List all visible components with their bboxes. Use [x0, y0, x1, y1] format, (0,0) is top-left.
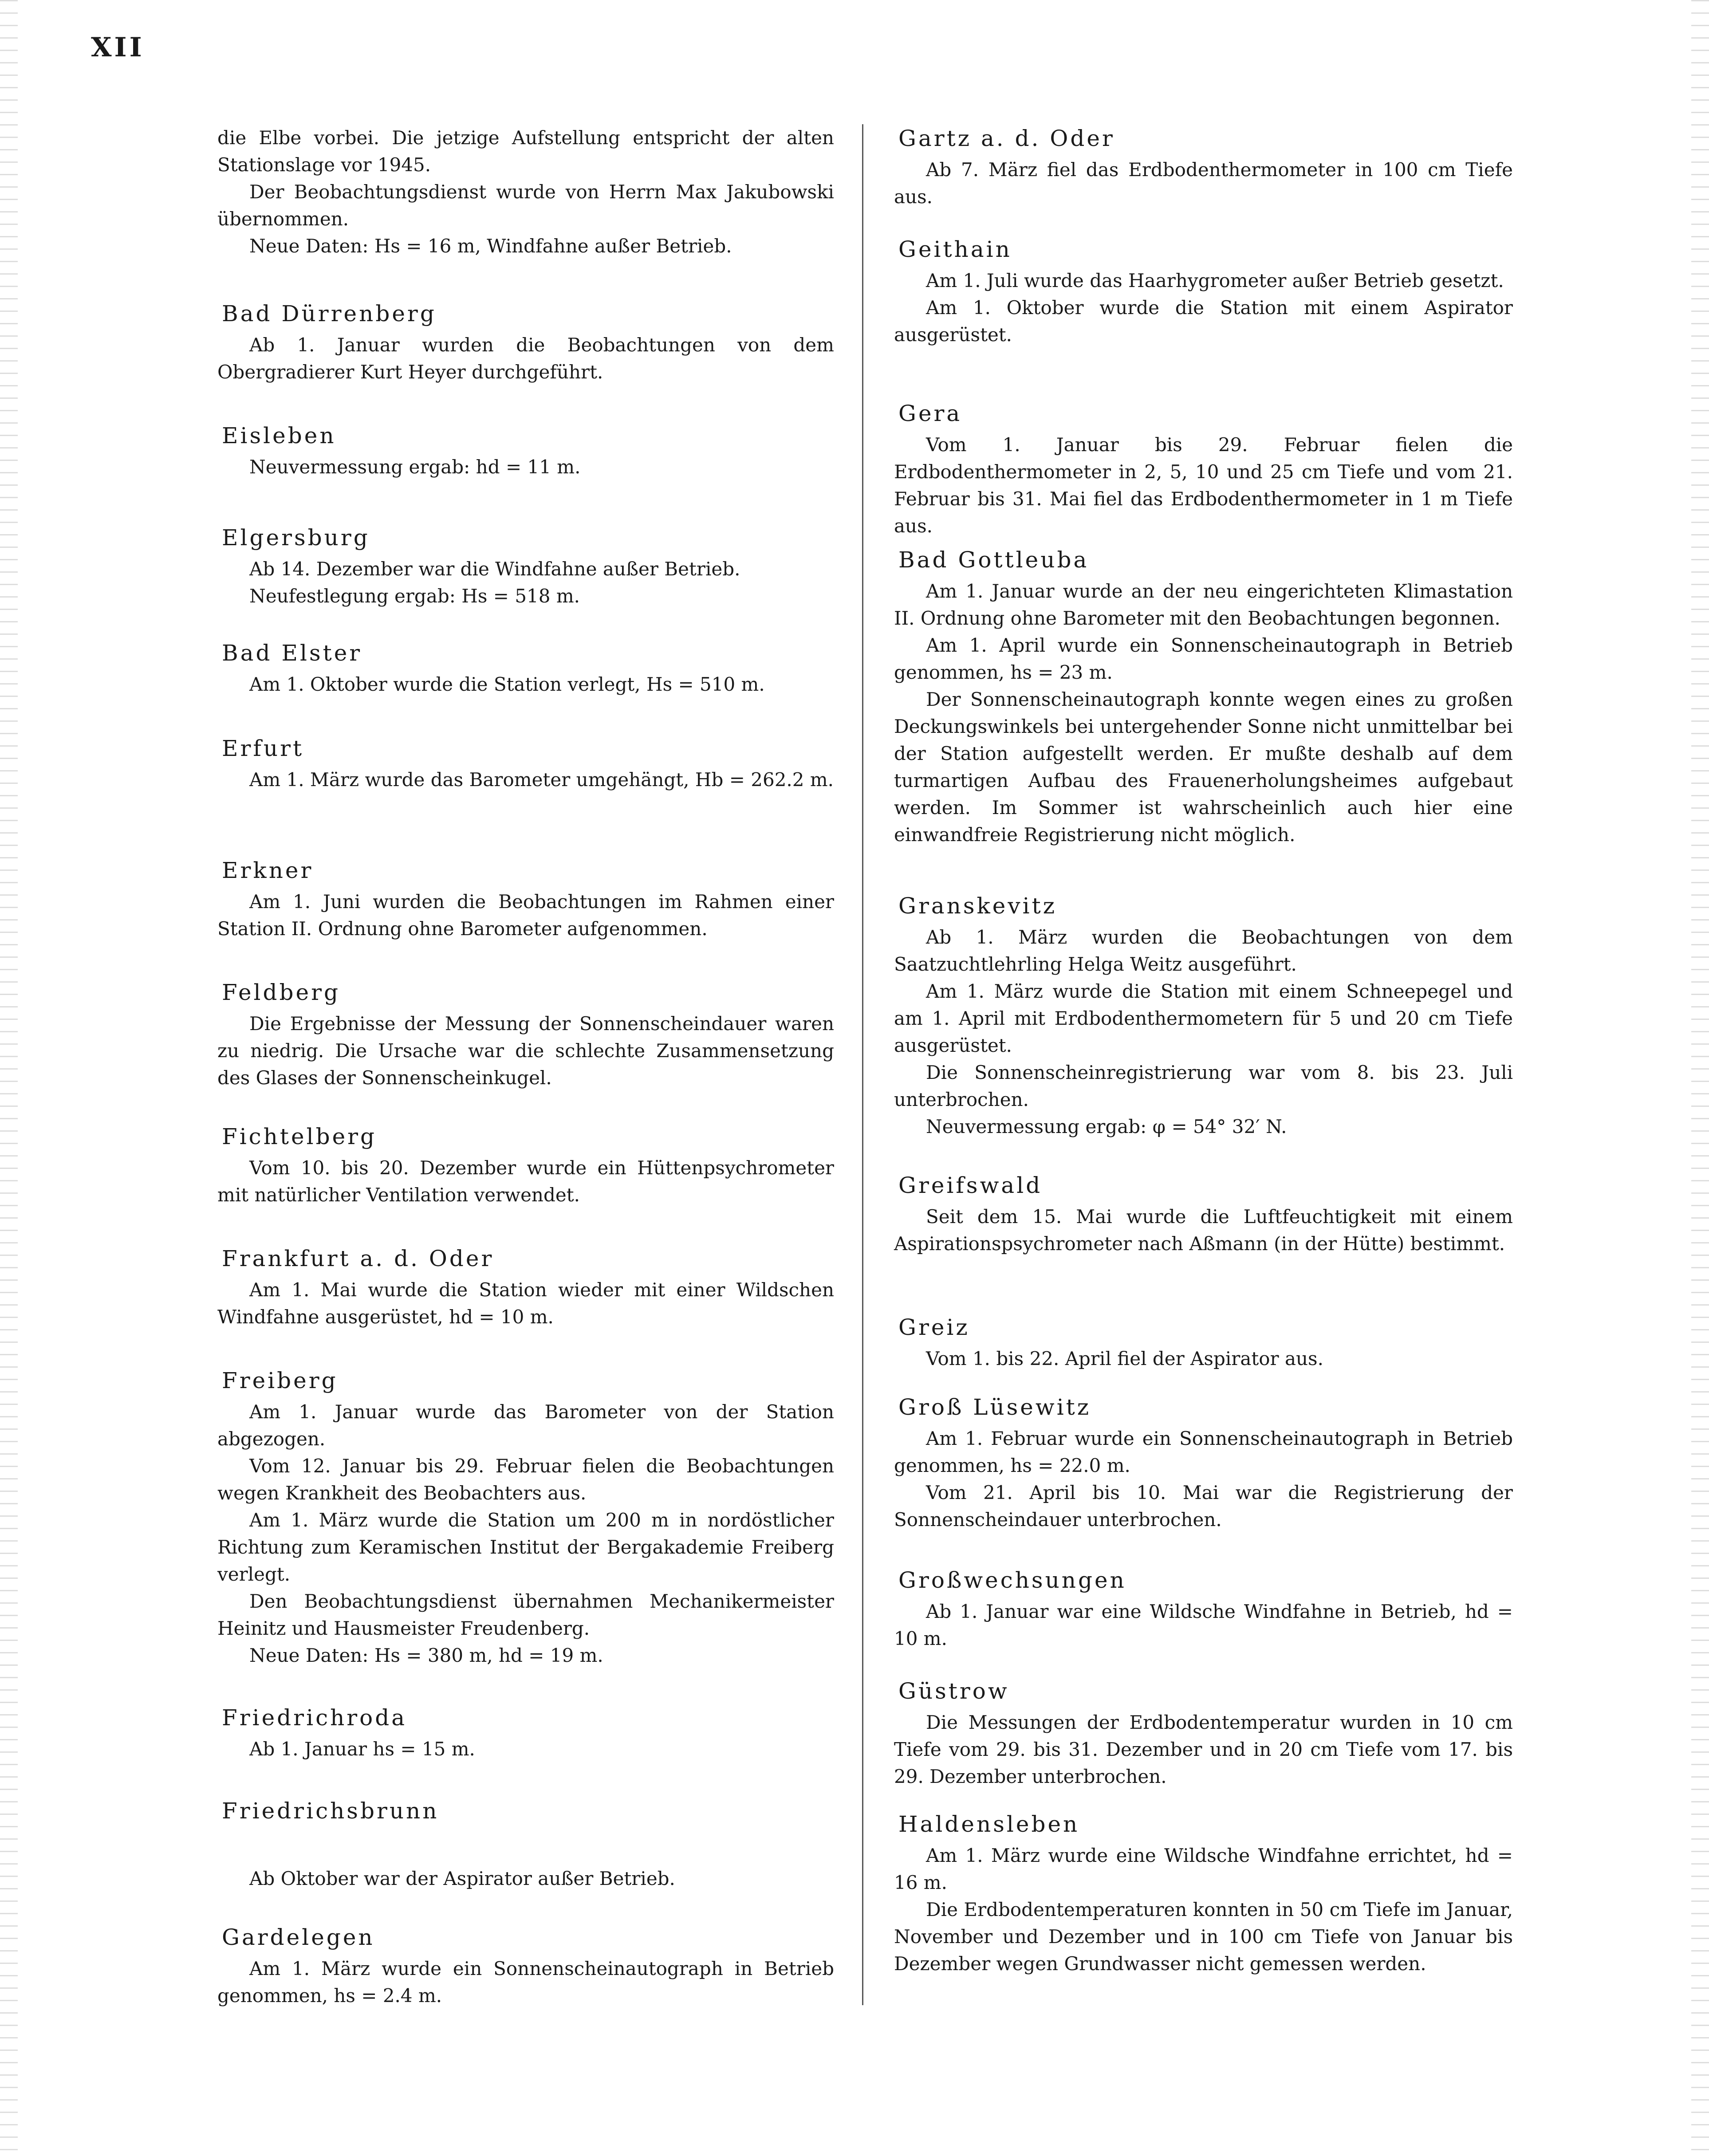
station-entry-eisleben [217, 421, 834, 480]
station-entry-gross-luesewitz [894, 1393, 1513, 1533]
station-entry-elgersburg [217, 523, 834, 610]
page-number: XII [91, 32, 145, 63]
station-entry-bad-gottleuba [894, 546, 1513, 848]
station-heading: Eisleben [222, 423, 336, 449]
station-entry-feldberg [217, 978, 834, 1091]
station-note: Neuvermessung ergab: hd = 11 m. [249, 456, 581, 478]
station-heading: Großwechsungen [898, 1567, 1126, 1593]
station-entry-greiz [894, 1313, 1513, 1372]
station-note: Neuvermessung ergab: φ = 54° 32′ N. [926, 1116, 1287, 1137]
scan-margin-marks-right [1691, 0, 1709, 2156]
station-entry-fichtelberg [217, 1122, 834, 1208]
station-note: Ab Oktober war der Aspirator außer Betrieb. [249, 1868, 675, 1889]
station-note: Der Sonnenscheinautograph konnte wegen eines zu großen Deckungswinkels bei untergehender Sonne nicht unmittelbar bei der Station aufgestellt werden. Er mußte deshalb auf dem turmartigen Aufbau des Frauenerholungsheimes aufgebaut werden. Im Sommer ist wahrscheinlich auch hier eine einwandfreie Registrierung nicht möglich. [894, 689, 1513, 846]
station-entry-erfurt [217, 734, 834, 793]
station-note: Am 1. März wurde eine Wildsche Windfahne errichtet, hd = 16 m. [894, 1845, 1513, 1893]
station-entry-gardelegen [217, 1923, 834, 2009]
station-heading: Bad Dürrenberg [222, 301, 437, 327]
station-entry-gartz-a-d-oder [894, 124, 1513, 210]
station-entry-friedrichroda [217, 1704, 834, 1763]
station-note: Ab 1. Januar war eine Wildsche Windfahne in Betrieb, hd = 10 m. [894, 1601, 1513, 1649]
station-note: Vom 1. bis 22. April fiel der Aspirator aus. [926, 1348, 1323, 1369]
station-entry-gera [894, 399, 1513, 539]
station-note: Der Beobachtungsdienst wurde von Herrn Max Jakubowski übernommen. [217, 181, 834, 230]
station-note: Am 1. Oktober wurde die Station verlegt, Hs = 510 m. [249, 673, 765, 695]
station-note: Die Sonnenscheinregistrierung war vom 8. bis 23. Juli unterbrochen. [894, 1062, 1513, 1110]
station-note: Am 1. April wurde ein Sonnenscheinautograph in Betrieb genommen, hs = 23 m. [894, 634, 1513, 683]
station-entry-friedrichsbrunn [217, 1797, 834, 1892]
station-entry-freiberg [217, 1366, 834, 1669]
station-heading: Granskevitz [898, 893, 1057, 919]
station-note: Ab 1. März wurden die Beobachtungen von dem Saatzuchtlehrling Helga Weitz ausgeführt. [894, 926, 1513, 975]
station-note: Am 1. Juli wurde das Haarhygrometer außer Betrieb gesetzt. [926, 270, 1504, 291]
station-note: Am 1. März wurde ein Sonnenscheinautograph in Betrieb genommen, hs = 2.4 m. [217, 1958, 834, 2006]
station-heading: Freiberg [222, 1368, 338, 1393]
station-note: die Elbe vorbei. Die jetzige Aufstellung entspricht der alten Stationslage vor 1945. [217, 127, 834, 176]
station-note: Am 1. März wurde die Station mit einem Schneepegel und am 1. April mit Erdbodenthermometern für 5 und 20 cm Tiefe ausgerüstet. [894, 980, 1513, 1056]
station-note: Ab 7. März fiel das Erdbodenthermometer in 100 cm Tiefe aus. [894, 159, 1513, 208]
station-heading: Fichtelberg [222, 1124, 377, 1149]
station-heading: Friedrichsbrunn [222, 1798, 439, 1824]
station-heading: Frankfurt a. d. Oder [222, 1246, 494, 1271]
station-note: Die Messungen der Erdbodentemperatur wurden in 10 cm Tiefe vom 29. bis 31. Dezember und in 20 cm Tiefe vom 17. bis 29. Dezember unterbrochen. [894, 1711, 1513, 1787]
station-heading: Groß Lüsewitz [898, 1394, 1091, 1420]
station-note: Am 1. Juni wurden die Beobachtungen im Rahmen einer Station II. Ordnung ohne Barometer aufgenommen. [217, 891, 834, 940]
station-note: Neue Daten: Hs = 380 m, hd = 19 m. [249, 1645, 603, 1666]
station-heading: Gartz a. d. Oder [898, 126, 1115, 151]
station-heading: Bad Gottleuba [898, 547, 1089, 573]
station-entry-continuation-0 [217, 124, 834, 260]
station-note: Neufestlegung ergab: Hs = 518 m. [249, 585, 580, 607]
station-heading: Bad Elster [222, 640, 362, 666]
station-entry-haldensleben [894, 1810, 1513, 1977]
station-entry-greifswald [894, 1171, 1513, 1257]
station-note: Am 1. Mai wurde die Station wieder mit einer Wildschen Windfahne ausgerüstet, hd = 10 m. [217, 1279, 834, 1328]
station-heading: Geithain [898, 236, 1012, 262]
station-entry-geithain [894, 235, 1513, 348]
station-heading: Greifswald [898, 1172, 1043, 1198]
station-note: Den Beobachtungsdienst übernahmen Mechanikermeister Heinitz und Hausmeister Freudenberg. [217, 1590, 834, 1639]
station-heading: Haldensleben [898, 1811, 1080, 1837]
column-divider [862, 124, 863, 2005]
station-note: Am 1. Januar wurde das Barometer von der Station abgezogen. [217, 1401, 834, 1450]
scan-margin-marks-left [0, 0, 18, 2156]
station-entry-granskevitz [894, 892, 1513, 1140]
station-note: Vom 1. Januar bis 29. Februar fielen die Erdbodenthermometer in 2, 5, 10 und 25 cm Tiefe und vom 21. Februar bis 31. Mai fiel das Erdbodenthermometer in 1 m Tiefe aus. [894, 434, 1513, 537]
station-heading: Friedrichroda [222, 1705, 407, 1731]
station-note: Neue Daten: Hs = 16 m, Windfahne außer Betrieb. [249, 235, 732, 257]
station-heading: Güstrow [898, 1678, 1009, 1704]
station-note: Seit dem 15. Mai wurde die Luftfeuchtigkeit mit einem Aspirationspsychrometer nach Aßmann (in der Hütte) bestimmt. [894, 1206, 1513, 1255]
station-note: Am 1. Februar wurde ein Sonnenscheinautograph in Betrieb genommen, hs = 22.0 m. [894, 1428, 1513, 1476]
station-note: Ab 1. Januar wurden die Beobachtungen von dem Obergradierer Kurt Heyer durchgeführt. [217, 334, 834, 383]
station-note: Vom 10. bis 20. Dezember wurde ein Hüttenpsychrometer mit natürlicher Ventilation verwendet. [217, 1157, 834, 1206]
station-heading: Feldberg [222, 980, 341, 1005]
station-note: Die Ergebnisse der Messung der Sonnenscheindauer waren zu niedrig. Die Ursache war die schlechte Zusammensetzung des Glases der Sonnenscheinkugel. [217, 1013, 834, 1089]
station-entry-grosswechsungen [894, 1566, 1513, 1652]
station-entry-frankfurt-a-d-oder [217, 1244, 834, 1330]
station-entry-bad-elster [217, 639, 834, 698]
station-note: Vom 12. Januar bis 29. Februar fielen die Beobachtungen wegen Krankheit des Beobachters aus. [217, 1455, 834, 1504]
station-heading: Erkner [222, 858, 314, 883]
station-note: Ab 1. Januar hs = 15 m. [249, 1738, 475, 1760]
station-note: Am 1. März wurde das Barometer umgehängt, Hb = 262.2 m. [249, 769, 834, 791]
station-heading: Gardelegen [222, 1924, 375, 1950]
station-heading: Elgersburg [222, 525, 370, 551]
station-heading: Greiz [898, 1314, 970, 1340]
station-note: Am 1. Oktober wurde die Station mit einem Aspirator ausgerüstet. [894, 297, 1513, 346]
station-entry-bad-duerrenberg [217, 299, 834, 386]
station-note: Am 1. März wurde die Station um 200 m in nordöstlicher Richtung zum Keramischen Institut der Bergakademie Freiberg verlegt. [217, 1509, 834, 1585]
station-note: Vom 21. April bis 10. Mai war die Registrierung der Sonnenscheindauer unterbrochen. [894, 1482, 1513, 1530]
station-entry-guestrow [894, 1677, 1513, 1790]
station-heading: Erfurt [222, 736, 304, 761]
station-note: Die Erdbodentemperaturen konnten in 50 cm Tiefe im Januar, November und Dezember und in 100 cm Tiefe von Januar bis Dezember wegen Grundwasser nicht gemessen werden. [894, 1899, 1513, 1975]
station-entry-erkner [217, 856, 834, 942]
station-heading: Gera [898, 401, 962, 426]
station-note: Ab 14. Dezember war die Windfahne außer Betrieb. [249, 558, 740, 580]
station-note: Am 1. Januar wurde an der neu eingerichteten Klimastation II. Ordnung ohne Barometer mit den Beobachtungen begonnen. [894, 580, 1513, 629]
